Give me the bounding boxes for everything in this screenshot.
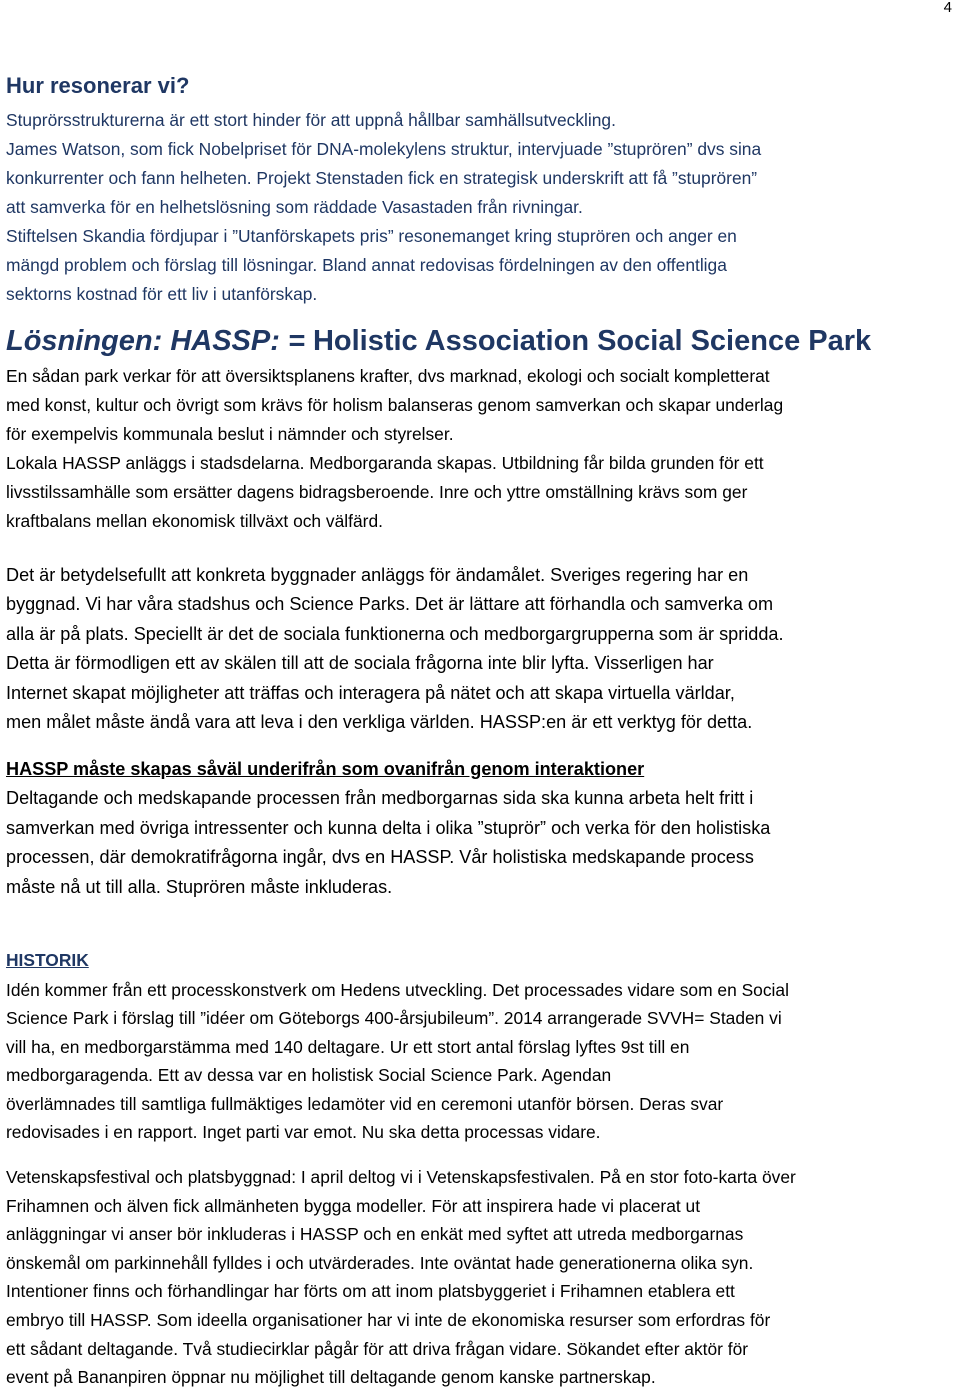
text-line: konkurrenter och fann helheten. Projekt Stenstaden fick en strategisk underskrift att få ”stuprören”	[6, 168, 758, 188]
page-number: 4	[943, 0, 952, 16]
text-line: redovisades i en rapport. Inget parti var emot. Nu ska detta processas vidare.	[6, 1122, 601, 1143]
text-line: överlämnades till samtliga fullmäktiges ledamöter vid en ceremoni utanför börsen. Deras svar	[6, 1093, 724, 1114]
text-line: kraftbalans mellan ekonomisk tillväxt och välfärd.	[6, 511, 383, 531]
text-line: med konst, kultur och övrigt som krävs för holism balanseras genom samverkan och skapar underlag	[6, 395, 784, 415]
text-line: Deltagande och medskapande processen från medborgarnas sida ska kunna arbeta helt fritt i	[6, 788, 754, 808]
heading-solution-label: Lösningen: HASSP: =	[6, 325, 313, 357]
text-line: event på Bananpiren öppnar nu möjlighet till deltagande genom kanske partnerskap.	[6, 1367, 656, 1388]
paragraph-stuprör	[6, 106, 956, 309]
text-line: Stuprörsstrukturerna är ett stort hinder för att uppnå hållbar samhällsutveckling.	[6, 110, 616, 130]
text-line: samverkan med övriga intressenter och kunna delta i olika ”stuprör” och verka för den holistiska	[6, 817, 771, 838]
text-line: Frihamnen och älven fick allmänheten bygga modeller. För att inspirera hade vi placerat ut	[6, 1195, 701, 1216]
text-line: embryo till HASSP. Som ideella organisationer har vi inte de ekonomiska resurser som erfordras för	[6, 1309, 771, 1330]
text-line: Intentioner finns och förhandlingar har förts om att inom platsbyggeriet i Frihamnen etablera ett	[6, 1281, 735, 1302]
paragraph-park	[6, 362, 956, 536]
text-line: byggnad. Vi har våra stadshus och Science Parks. Det är lättare att förhandla och samverka om	[6, 594, 774, 615]
text-line: Lokala HASSP anläggs i stadsdelarna. Medborgaranda skapas. Utbildning får bilda grunden för ett	[6, 453, 764, 473]
text-line: Stiftelsen Skandia fördjupar i ”Utanförskapets pris” resonemanget kring stuprören och anger en	[6, 226, 737, 246]
text-line: att samverka för en helhetslösning som räddade Vasastaden från rivningar.	[6, 197, 583, 217]
text-line: En sådan park verkar för att översiktsplanens krafter, dvs marknad, ekologi och socialt kompletterat	[6, 366, 770, 386]
text-line: men målet måste ändå vara att leva i den verkliga världen. HASSP:en är ett verktyg för detta.	[6, 712, 753, 733]
text-line: Internet skapat möjligheter att träffas och interagera på nätet och att skapa virtuella världar,	[6, 682, 735, 703]
text-line: för exempelvis kommunala beslut i nämnder och styrelser.	[6, 424, 454, 444]
heading-how-we-reason: Hur resonerar vi?	[6, 73, 190, 98]
text-line: livsstilssamhälle som ersätter dagens bidragsberoende. Inre och yttre omställning krävs som ger	[6, 482, 748, 502]
paragraph-interaction	[6, 784, 956, 902]
heading-solution	[6, 322, 956, 360]
heading-solution-title: Holistic Association Social Science Park	[312, 325, 872, 357]
paragraph-festival	[6, 1163, 956, 1392]
text-line: önskemål om parkinnehåll fylldes i och utvärderades. Inte oväntat hade generationerna olika syn.	[6, 1252, 754, 1273]
text-line: ett sådant deltagande. Två studiecirklar pågår för att driva frågan vidare. Sökandet efter aktör för	[6, 1338, 749, 1359]
heading-interaction: HASSP måste skapas såväl underifrån som ovanifrån genom interaktioner	[6, 759, 645, 779]
text-line: måste nå ut till alla. Stuprören måste inkluderas.	[6, 876, 393, 897]
text-line: Detta är förmodligen ett av skälen till att de sociala frågorna inte blir lyfta. Visserligen har	[6, 653, 714, 674]
text-line: mängd problem och förslag till lösningar. Bland annat redovisas fördelningen av den offentliga	[6, 255, 727, 275]
text-line: Science Park i förslag till ”idéer om Göteborgs 400-årsjubileum”. 2014 arrangerade SVVH= Staden vi	[6, 1008, 782, 1029]
heading-history: HISTORIK	[6, 950, 89, 970]
text-line: vill ha, en medborgarstämma med 140 deltagare. Ur ett stort antal förslag lyftes 9st till en	[6, 1036, 690, 1057]
text-line: anläggningar vi anser bör inkluderas i HASSP och en enkät med syftet att utreda medborgarnas	[6, 1224, 744, 1245]
text-line: Det är betydelsefullt att konkreta byggnader anläggs för ändamålet. Sveriges regering har en	[6, 565, 749, 585]
text-line: processen, där demokratifrågorna ingår, dvs en HASSP. Vår holistiska medskapande process	[6, 847, 754, 868]
text-line: alla är på plats. Speciellt är det de sociala funktionerna och medborgargrupperna som är spridda.	[6, 623, 784, 644]
paragraph-history	[6, 976, 956, 1146]
text-line: medborgaragenda. Ett av dessa var en holistisk Social Science Park. Agendan	[6, 1065, 612, 1086]
paragraph-buildings	[6, 561, 956, 737]
text-line: sektorns kostnad för ett liv i utanförskap.	[6, 284, 318, 304]
text-line: James Watson, som fick Nobelpriset för DNA-molekylens struktur, intervjuade ”stuprören” dvs sina	[6, 139, 762, 159]
text-line: Vetenskapsfestival och platsbyggnad: I april deltog vi i Vetenskapsfestivalen. På en stor foto-karta över	[6, 1167, 796, 1187]
text-line: Idén kommer från ett processkonstverk om Hedens utveckling. Det processades vidare som en Social	[6, 980, 789, 1000]
